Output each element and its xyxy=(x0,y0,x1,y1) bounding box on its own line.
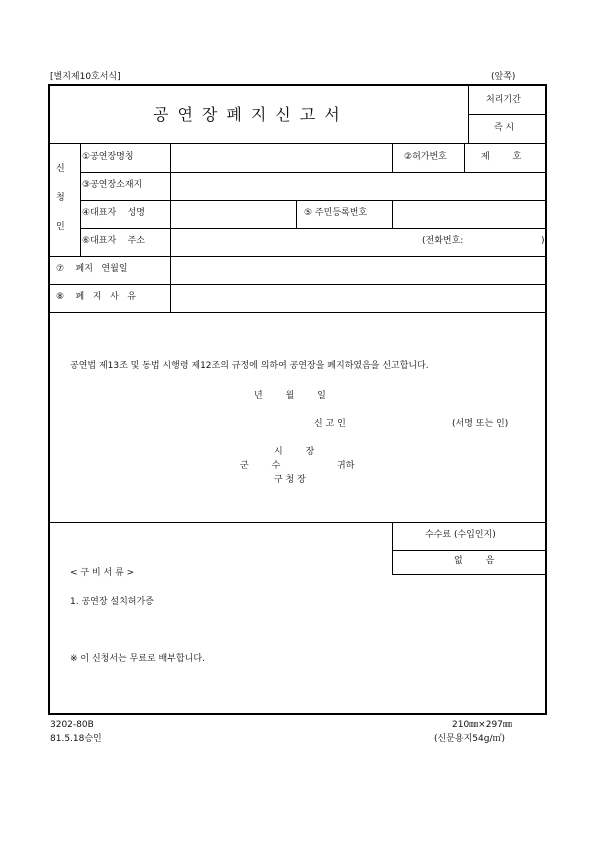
approval-date: 81.5.18승인 xyxy=(50,734,102,744)
paper-size: 210㎜×297㎜ xyxy=(452,720,512,730)
resident-number-label: ⑤ 주민등록번호 xyxy=(304,208,368,218)
signature-label: (서명 또는 인) xyxy=(452,419,509,429)
addressee-district-head: 구 청 장 xyxy=(274,475,306,485)
paper-type: (신문용지54g/㎡) xyxy=(434,734,505,744)
applicant-label-1: 신 xyxy=(56,164,65,174)
phone-close: ) xyxy=(541,236,545,246)
representative-name-label: ④대표자 성명 xyxy=(82,208,145,218)
free-distribution-note: ※ 이 신청서는 무료로 배부합니다. xyxy=(70,654,205,664)
permit-number-value: 제 호 xyxy=(481,152,522,162)
permit-number-label: ②허가번호 xyxy=(404,152,447,162)
venue-address-label: ③공연장소재지 xyxy=(82,180,143,190)
representative-address-label: ⑥대표자 주소 xyxy=(82,236,145,246)
applicant-label-2: 청 xyxy=(56,193,65,203)
form-number: [별지제10호서식] xyxy=(50,72,121,82)
form-code: 3202-80B xyxy=(50,720,94,730)
declaration-statement: 공연법 제13조 및 동법 시행령 제12조의 규정에 의하여 공연장을 폐지하였음을 신고합니다. xyxy=(70,361,429,371)
processing-period-value: 즉 시 xyxy=(494,123,515,133)
venue-name-label: ①공연장명칭 xyxy=(82,152,134,162)
phone-label: (전화번호: xyxy=(422,236,464,246)
addressee-county-governor: 군 수 xyxy=(240,461,281,471)
date-line: 년 월 일 xyxy=(254,391,326,401)
form-title: 공연장폐지신고서 xyxy=(153,105,349,124)
closure-reason-label: ⑧ 폐 지 사 유 xyxy=(56,292,137,302)
page-side-label: (앞쪽) xyxy=(491,72,516,82)
fee-label: 수수료 (수입인지) xyxy=(425,530,496,540)
closure-date-label: ⑦ 폐지 연월일 xyxy=(56,264,128,274)
required-documents-heading: < 구 비 서 류 > xyxy=(70,568,135,578)
required-document-1: 1. 공연장 설치허가증 xyxy=(70,597,154,607)
fee-value: 없 음 xyxy=(454,556,495,566)
addressee-honorific: 귀하 xyxy=(337,461,355,471)
reporter-label: 신 고 인 xyxy=(314,419,346,429)
addressee-city-mayor: 시 장 xyxy=(274,447,315,457)
applicant-label-3: 인 xyxy=(56,222,65,232)
processing-period-label: 처리기간 xyxy=(486,95,521,105)
